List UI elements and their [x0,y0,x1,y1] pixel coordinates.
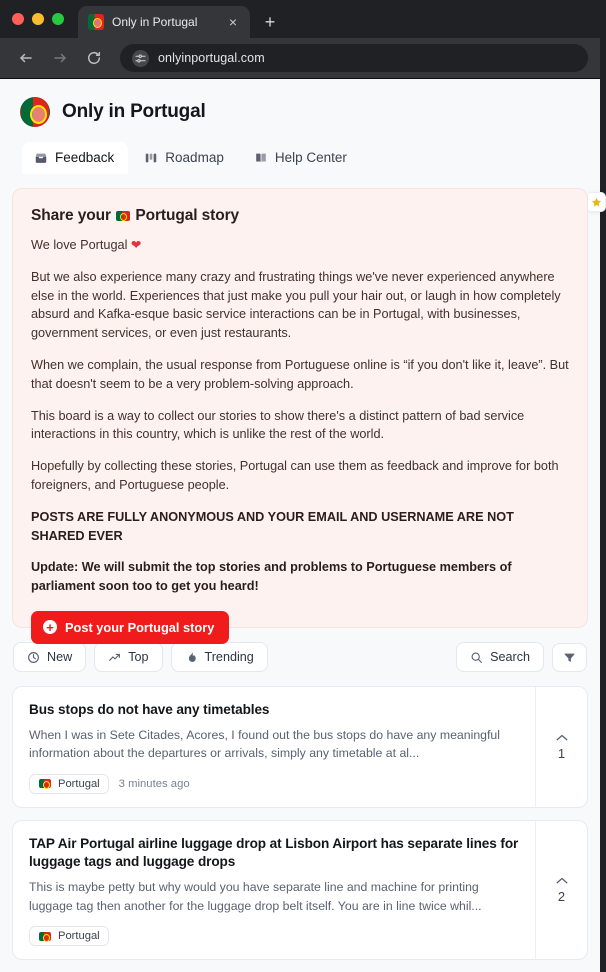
post-timestamp: 3 minutes ago [118,777,190,790]
chevron-up-icon [555,876,569,886]
book-icon [254,151,268,165]
sort-top-label: Top [128,650,149,664]
announcement-card [12,188,588,635]
close-icon[interactable]: × [228,14,238,30]
post-title: TAP Air Portugal airline luggage drop at Lisbon Airport has separate lines for luggage tags and luggage drops [29,835,519,870]
sort-trending-label: Trending [204,650,254,664]
post-excerpt: When I was in Sete Citades, Acores, I found out the bus stops do have any meaningful information about the departures or arrivals, simply any timetable at al... [29,727,500,761]
post-story-button[interactable] [31,611,229,644]
announcement-intro [31,236,569,255]
announcement-paragraph: But we also experience many crazy and frustrating things we've never experienced anywhere else in the world. Experiences that just make you pull your hair out, or laugh in how completely absurd and Kafka-esque basic service interactions can be in Portugal, with businesses, government services, or even just restaurants. [31,269,561,341]
new-tab-icon[interactable]: + [264,12,276,32]
post-story-label: Post your Portugal story [65,619,215,635]
forward-icon[interactable] [46,44,74,72]
post-body [13,821,535,959]
post-body [13,687,535,807]
window-controls [12,0,78,38]
tab-label: Help Center [274,150,347,165]
chevron-up-icon [555,733,569,743]
upvote-control[interactable] [535,821,587,959]
browser-toolbar [0,38,600,78]
site-nav-tabs [20,142,580,174]
vote-count: 1 [557,745,566,761]
heart-icon: ❤ [130,238,142,252]
fire-icon [185,651,198,664]
portugal-flag-icon [88,14,104,30]
tag-label: Portugal [58,777,100,790]
portugal-flag-icon [116,211,130,221]
sort-new-label: New [47,650,73,664]
tab-label: Roadmap [165,150,224,165]
announcement-paragraph: When we complain, the usual response from Portuguese online is “if you don't like it, leave”. But that doesn't seem to be a very problem-solving approach. [31,357,569,391]
funnel-icon [563,651,576,664]
tab-feedback[interactable] [22,142,128,174]
post-list [12,686,588,960]
search-icon [470,651,483,664]
address-bar[interactable] [120,44,588,72]
post-excerpt: This is maybe petty but why would you have separate line and machine for printing luggage tag then another for the luggage drop belt itself. You are in line twice whil... [29,880,482,913]
url-text: onlyinportugal.com [158,51,265,65]
sort-top-button[interactable] [94,642,162,672]
intro-text: We love Portugal [31,238,131,252]
status-badge[interactable] [29,774,109,794]
search-button[interactable] [456,642,544,672]
trending-up-icon [108,651,121,664]
announcement-paragraph: Hopefully by collecting these stories, Portugal can use them as feedback and improve for both foreigners, and Portuguese people. [31,459,559,492]
page-viewport [0,78,600,972]
portugal-flag-icon [39,779,51,788]
sort-trending-button[interactable] [171,642,268,672]
brand[interactable] [20,97,580,127]
maximize-window-button[interactable] [52,13,64,25]
post-meta [29,774,519,794]
tune-sliders-icon[interactable] [132,50,149,67]
browser-tab[interactable] [78,6,250,38]
plus-circle-icon: + [43,620,57,634]
tab-label: Feedback [55,150,115,165]
filter-bar [12,642,588,672]
back-icon[interactable] [12,44,40,72]
filter-button[interactable] [552,643,587,672]
announcement-paragraph: This board is a way to collect our stories to show there's a distinct pattern of bad service interactions in this country, which is unlike the rest of the world. [31,408,525,442]
portugal-flag-icon [20,97,50,127]
portugal-flag-icon [39,932,51,941]
status-badge[interactable] [29,926,109,946]
tab-help-center[interactable] [242,142,361,174]
heading-text-before: Share your [31,207,116,224]
search-label: Search [490,650,530,664]
heading-text-after: Portugal story [131,207,240,224]
table-row[interactable] [12,820,588,960]
table-row[interactable] [12,686,588,808]
tab-strip [0,0,600,38]
tag-label: Portugal [58,930,100,942]
tab-roadmap[interactable] [132,142,238,174]
close-window-button[interactable] [12,13,24,25]
post-title: Bus stops do not have any timetables [29,702,270,717]
columns-icon [144,151,158,165]
inbox-icon [34,151,48,165]
post-meta [29,926,519,946]
clock-icon [27,651,40,664]
page-content [0,188,600,960]
announcement-heading [31,207,569,225]
tab-title: Only in Portugal [112,15,198,29]
update-notice: Update: We will submit the top stories and problems to Portuguese members of parliament soon too to get you heard! [31,560,512,594]
upvote-control[interactable] [535,687,587,807]
brand-name: Only in Portugal [62,101,206,122]
vote-count: 2 [557,888,566,904]
reload-icon[interactable] [80,44,108,72]
floating-widget-partial[interactable] [586,192,606,212]
site-header [0,79,600,174]
sort-new-button[interactable] [13,642,86,672]
minimize-window-button[interactable] [32,13,44,25]
anonymity-notice: POSTS ARE FULLY ANONYMOUS AND YOUR EMAIL AND USERNAME ARE NOT SHARED EVER [31,509,514,543]
